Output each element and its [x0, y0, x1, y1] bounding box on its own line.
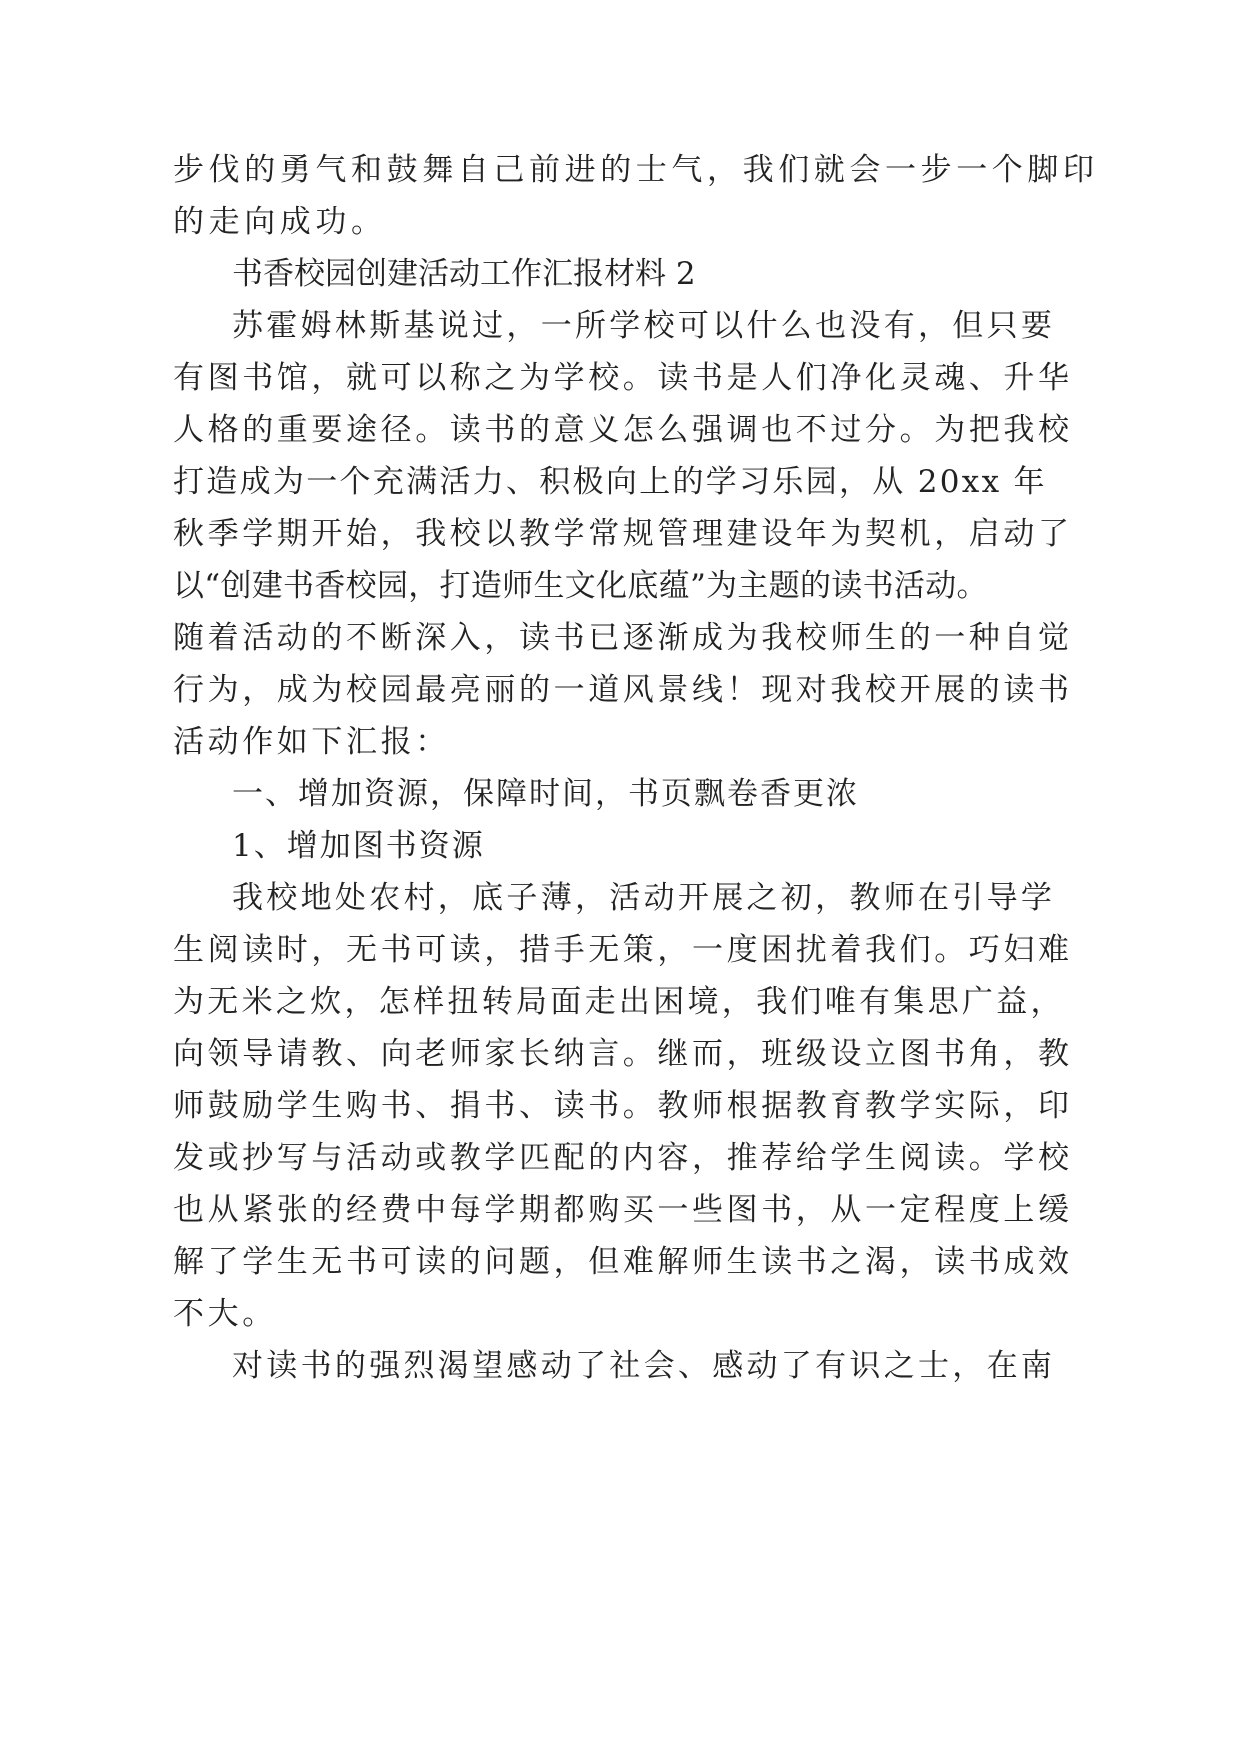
- body-line: 秋季学期开始，我校以教学常规管理建设年为契机，启动了: [173, 516, 1073, 552]
- paragraph-first-line: 对读书的强烈渴望感动了社会、感动了有识之士，在南: [232, 1348, 1056, 1384]
- subsection-heading: 一、增加资源，保障时间，书页飘卷香更浓: [232, 776, 859, 812]
- body-line: 解了学生无书可读的问题，但难解师生读书之渴，读书成效: [173, 1244, 1073, 1280]
- paragraph-first-line: 我校地处农村，底子薄，活动开展之初，教师在引导学: [232, 880, 1056, 916]
- body-line: 人格的重要途径。读书的意义怎么强调也不过分。为把我校: [173, 412, 1073, 448]
- body-line: 步伐的勇气和鼓舞自己前进的士气，我们就会一步一个脚印: [173, 152, 1099, 188]
- body-line: 随着活动的不断深入，读书已逐渐成为我校师生的一种自觉: [173, 620, 1073, 656]
- body-line: 为无米之炊，怎样扭转局面走出困境，我们唯有集思广益，: [173, 984, 1065, 1020]
- body-line: 向领导请教、向老师家长纳言。继而，班级设立图书角，教: [173, 1036, 1073, 1072]
- body-line: 的走向成功。: [173, 204, 387, 240]
- body-line: 生阅读时，无书可读，措手无策，一度困扰着我们。巧妇难: [173, 932, 1073, 968]
- paragraph-first-line: 苏霍姆林斯基说过，一所学校可以什么也没有，但只要: [232, 308, 1056, 344]
- body-line: 师鼓励学生购书、捐书、读书。教师根据教育教学实际，印: [173, 1088, 1073, 1124]
- body-line: 发或抄写与活动或教学匹配的内容，推荐给学生阅读。学校: [173, 1140, 1073, 1176]
- body-line: 行为，成为校园最亮丽的一道风景线！现对我校开展的读书: [173, 672, 1073, 708]
- body-line: 以“创建书香校园，打造师生文化底蕴”为主题的读书活动。: [173, 568, 988, 604]
- body-line: 有图书馆，就可以称之为学校。读书是人们净化灵魂、升华: [173, 360, 1073, 396]
- body-line: 也从紧张的经费中每学期都购买一些图书，从一定程度上缓: [173, 1192, 1073, 1228]
- body-line: 活动作如下汇报：: [173, 724, 450, 760]
- subsection-heading: 1、增加图书资源: [232, 828, 485, 864]
- body-line: 打造成为一个充满活力、积极向上的学习乐园，从 20xx 年: [173, 464, 1047, 500]
- body-line: 不大。: [173, 1296, 277, 1332]
- section-heading: 书香校园创建活动工作汇报材料 2: [232, 256, 696, 292]
